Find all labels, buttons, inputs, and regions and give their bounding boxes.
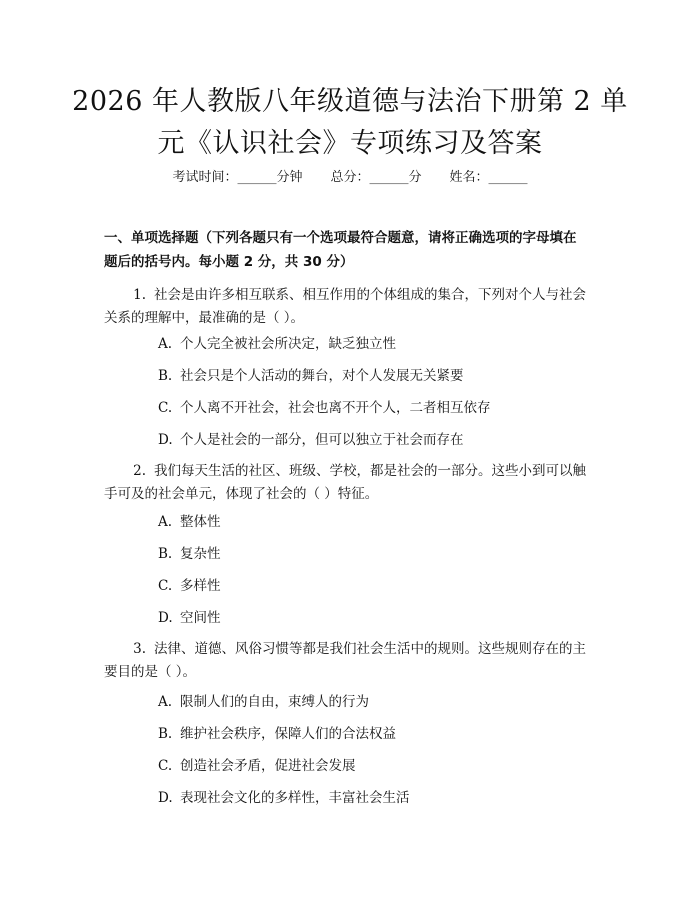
question-3-option-c <box>158 754 598 778</box>
question-2-text-1: 我们每天生活的社区、班级、学校，都是社会的一部分。这些小到可以触 <box>154 463 586 479</box>
total-score-label: 总分：______分 <box>330 170 422 185</box>
student-name-label: 姓名：______ <box>449 170 528 185</box>
question-2-option-a <box>158 510 598 534</box>
option-letter: A. <box>158 336 173 352</box>
option-text: 限制人们的自由，束缚人的行为 <box>180 694 369 710</box>
document-title-line-2: 元《认识社会》专项练习及答案 <box>157 128 543 159</box>
question-3-text-1: 法律、道德、风俗习惯等都是我们社会生活中的规则。这些规则存在的主 <box>154 641 586 657</box>
section-heading-line-1: 一、单项选择题（下列各题只有一个选项最符合题意，请将正确选项的字母填在 <box>104 230 577 246</box>
option-letter: C. <box>158 758 173 774</box>
question-1-line-2: 关系的理解中，最准确的是（ ）。 <box>104 310 305 326</box>
option-letter: B. <box>158 368 173 384</box>
option-text: 复杂性 <box>180 546 221 562</box>
question-2-option-d <box>158 606 598 630</box>
question-1-option-c <box>158 396 598 420</box>
question-2-line-1 <box>104 459 598 483</box>
question-1-text-1: 社会是由许多相互联系、相互作用的个体组成的集合，下列对个人与社会 <box>154 287 586 303</box>
document-title-line-1: 2026 年人教版八年级道德与法治下册第 2 单 <box>72 86 628 117</box>
option-letter: D. <box>158 790 173 806</box>
option-letter: D. <box>158 610 173 626</box>
question-3-number: 3. <box>133 641 146 657</box>
option-text: 创造社会矛盾，促进社会发展 <box>180 758 356 774</box>
question-2-option-b <box>158 542 598 566</box>
question-3-option-a <box>158 690 598 714</box>
exam-time-label: 考试时间：______分钟 <box>172 170 303 185</box>
question-2-number: 2. <box>133 463 146 479</box>
question-1-option-a <box>158 332 598 356</box>
question-3-option-b <box>158 722 598 746</box>
question-3-line-2: 要目的是（ ）。 <box>104 664 197 680</box>
question-3-line-1 <box>104 637 598 661</box>
question-2-option-c <box>158 574 598 598</box>
option-letter: C. <box>158 578 173 594</box>
question-1-number: 1. <box>133 287 146 303</box>
option-text: 个人是社会的一部分，但可以独立于社会而存在 <box>180 432 464 448</box>
question-3-option-d <box>158 786 598 810</box>
option-text: 个人完全被社会所决定，缺乏独立性 <box>180 336 396 352</box>
option-text: 维护社会秩序，保障人们的合法权益 <box>180 726 396 742</box>
option-letter: D. <box>158 432 173 448</box>
option-text: 表现社会文化的多样性，丰富社会生活 <box>180 790 410 806</box>
option-text: 社会只是个人活动的舞台，对个人发展无关紧要 <box>180 368 464 384</box>
option-letter: A. <box>158 694 173 710</box>
question-2-line-2: 手可及的社会单元，体现了社会的（ ）特征。 <box>104 486 379 502</box>
question-1-option-b <box>158 364 598 388</box>
option-text: 多样性 <box>180 578 221 594</box>
option-text: 整体性 <box>180 514 221 530</box>
option-text: 个人离不开社会，社会也离不开个人，二者相互依存 <box>180 400 491 416</box>
section-heading-line-2: 题后的括号内。每小题 2 分，共 30 分） <box>104 254 354 270</box>
exam-meta-line <box>0 168 700 188</box>
option-letter: A. <box>158 514 173 530</box>
option-letter: B. <box>158 546 173 562</box>
question-1-line-1 <box>104 283 598 307</box>
option-text: 空间性 <box>180 610 221 626</box>
option-letter: B. <box>158 726 173 742</box>
question-1-option-d <box>158 428 598 452</box>
option-letter: C. <box>158 400 173 416</box>
